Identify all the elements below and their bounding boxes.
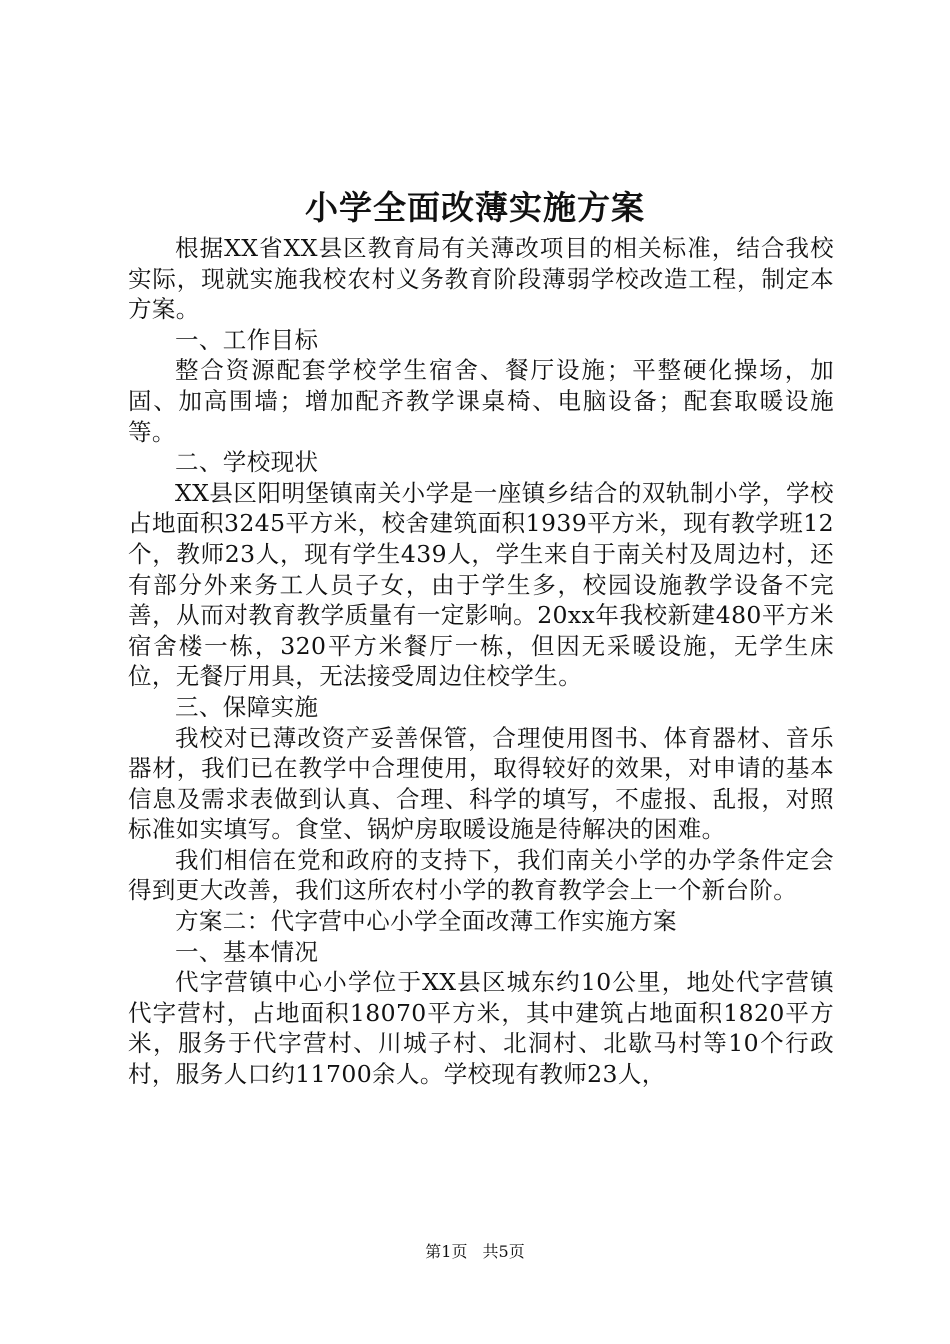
section-heading-implementation: 三、保障实施 xyxy=(175,692,319,721)
section-heading-basic-info: 一、基本情况 xyxy=(175,937,319,966)
page-footer xyxy=(0,1240,950,1264)
page-number: 第1页 xyxy=(425,1242,468,1261)
section-heading-work-goals: 一、工作目标 xyxy=(175,325,319,354)
document-title: 小学全面改薄实施方案 xyxy=(305,188,645,227)
page-total: 共5页 xyxy=(482,1242,525,1261)
basic-info-paragraph: 代字营镇中心小学位于XX县区城东约10公里，地处代字营镇代字营村，占地面积18070平方米，其中建筑占地面积1820平方米，服务于代字营村、川城子村、北洞村、北歇马村等10个行政村，服务人口约11700余人。学校现有教师23人， xyxy=(128,968,834,1089)
school-status-paragraph: XX县区阳明堡镇南关小学是一座镇乡结合的双轨制小学，学校占地面积3245平方米，校舍建筑面积1939平方米，现有教学班12个，教师23人，现有学生439人，学生来自于南关村及周边村，还有部分外来务工人员子女，由于学生多，校园设施教学设备不完善，从而对教育教学质量有一定影响。20xx年我校新建480平方米宿舍楼一栋，320平方米餐厅一栋，但因无采暖设施，无学生床位，无餐厅用具，无法接受周边住校学生。 xyxy=(128,478,834,691)
section-heading-school-status: 二、学校现状 xyxy=(175,448,319,477)
work-goals-paragraph: 整合资源配套学校学生宿舍、餐厅设施；平整硬化操场，加固、加高围墙；增加配齐教学课桌椅、电脑设备；配套取暖设施等。 xyxy=(128,356,834,446)
conclusion-paragraph: 我们相信在党和政府的支持下，我们南关小学的办学条件定会得到更大改善，我们这所农村小学的教育教学会上一个新台阶。 xyxy=(128,845,834,905)
implementation-paragraph: 我校对已薄改资产妥善保管，合理使用图书、体育器材、音乐器材，我们已在教学中合理使用，取得较好的效果，对申请的基本信息及需求表做到认真、合理、科学的填写，不虚报、乱报，对照标准如实填写。食堂、锅炉房取暖设施是待解决的困难。 xyxy=(128,723,834,844)
document-body xyxy=(128,233,834,1090)
intro-paragraph: 根据XX省XX县区教育局有关薄改项目的相关标准，结合我校实际，现就实施我校农村义务教育阶段薄弱学校改造工程，制定本方案。 xyxy=(128,234,834,324)
plan-two-heading: 方案二：代字营中心小学全面改薄工作实施方案 xyxy=(175,907,677,936)
